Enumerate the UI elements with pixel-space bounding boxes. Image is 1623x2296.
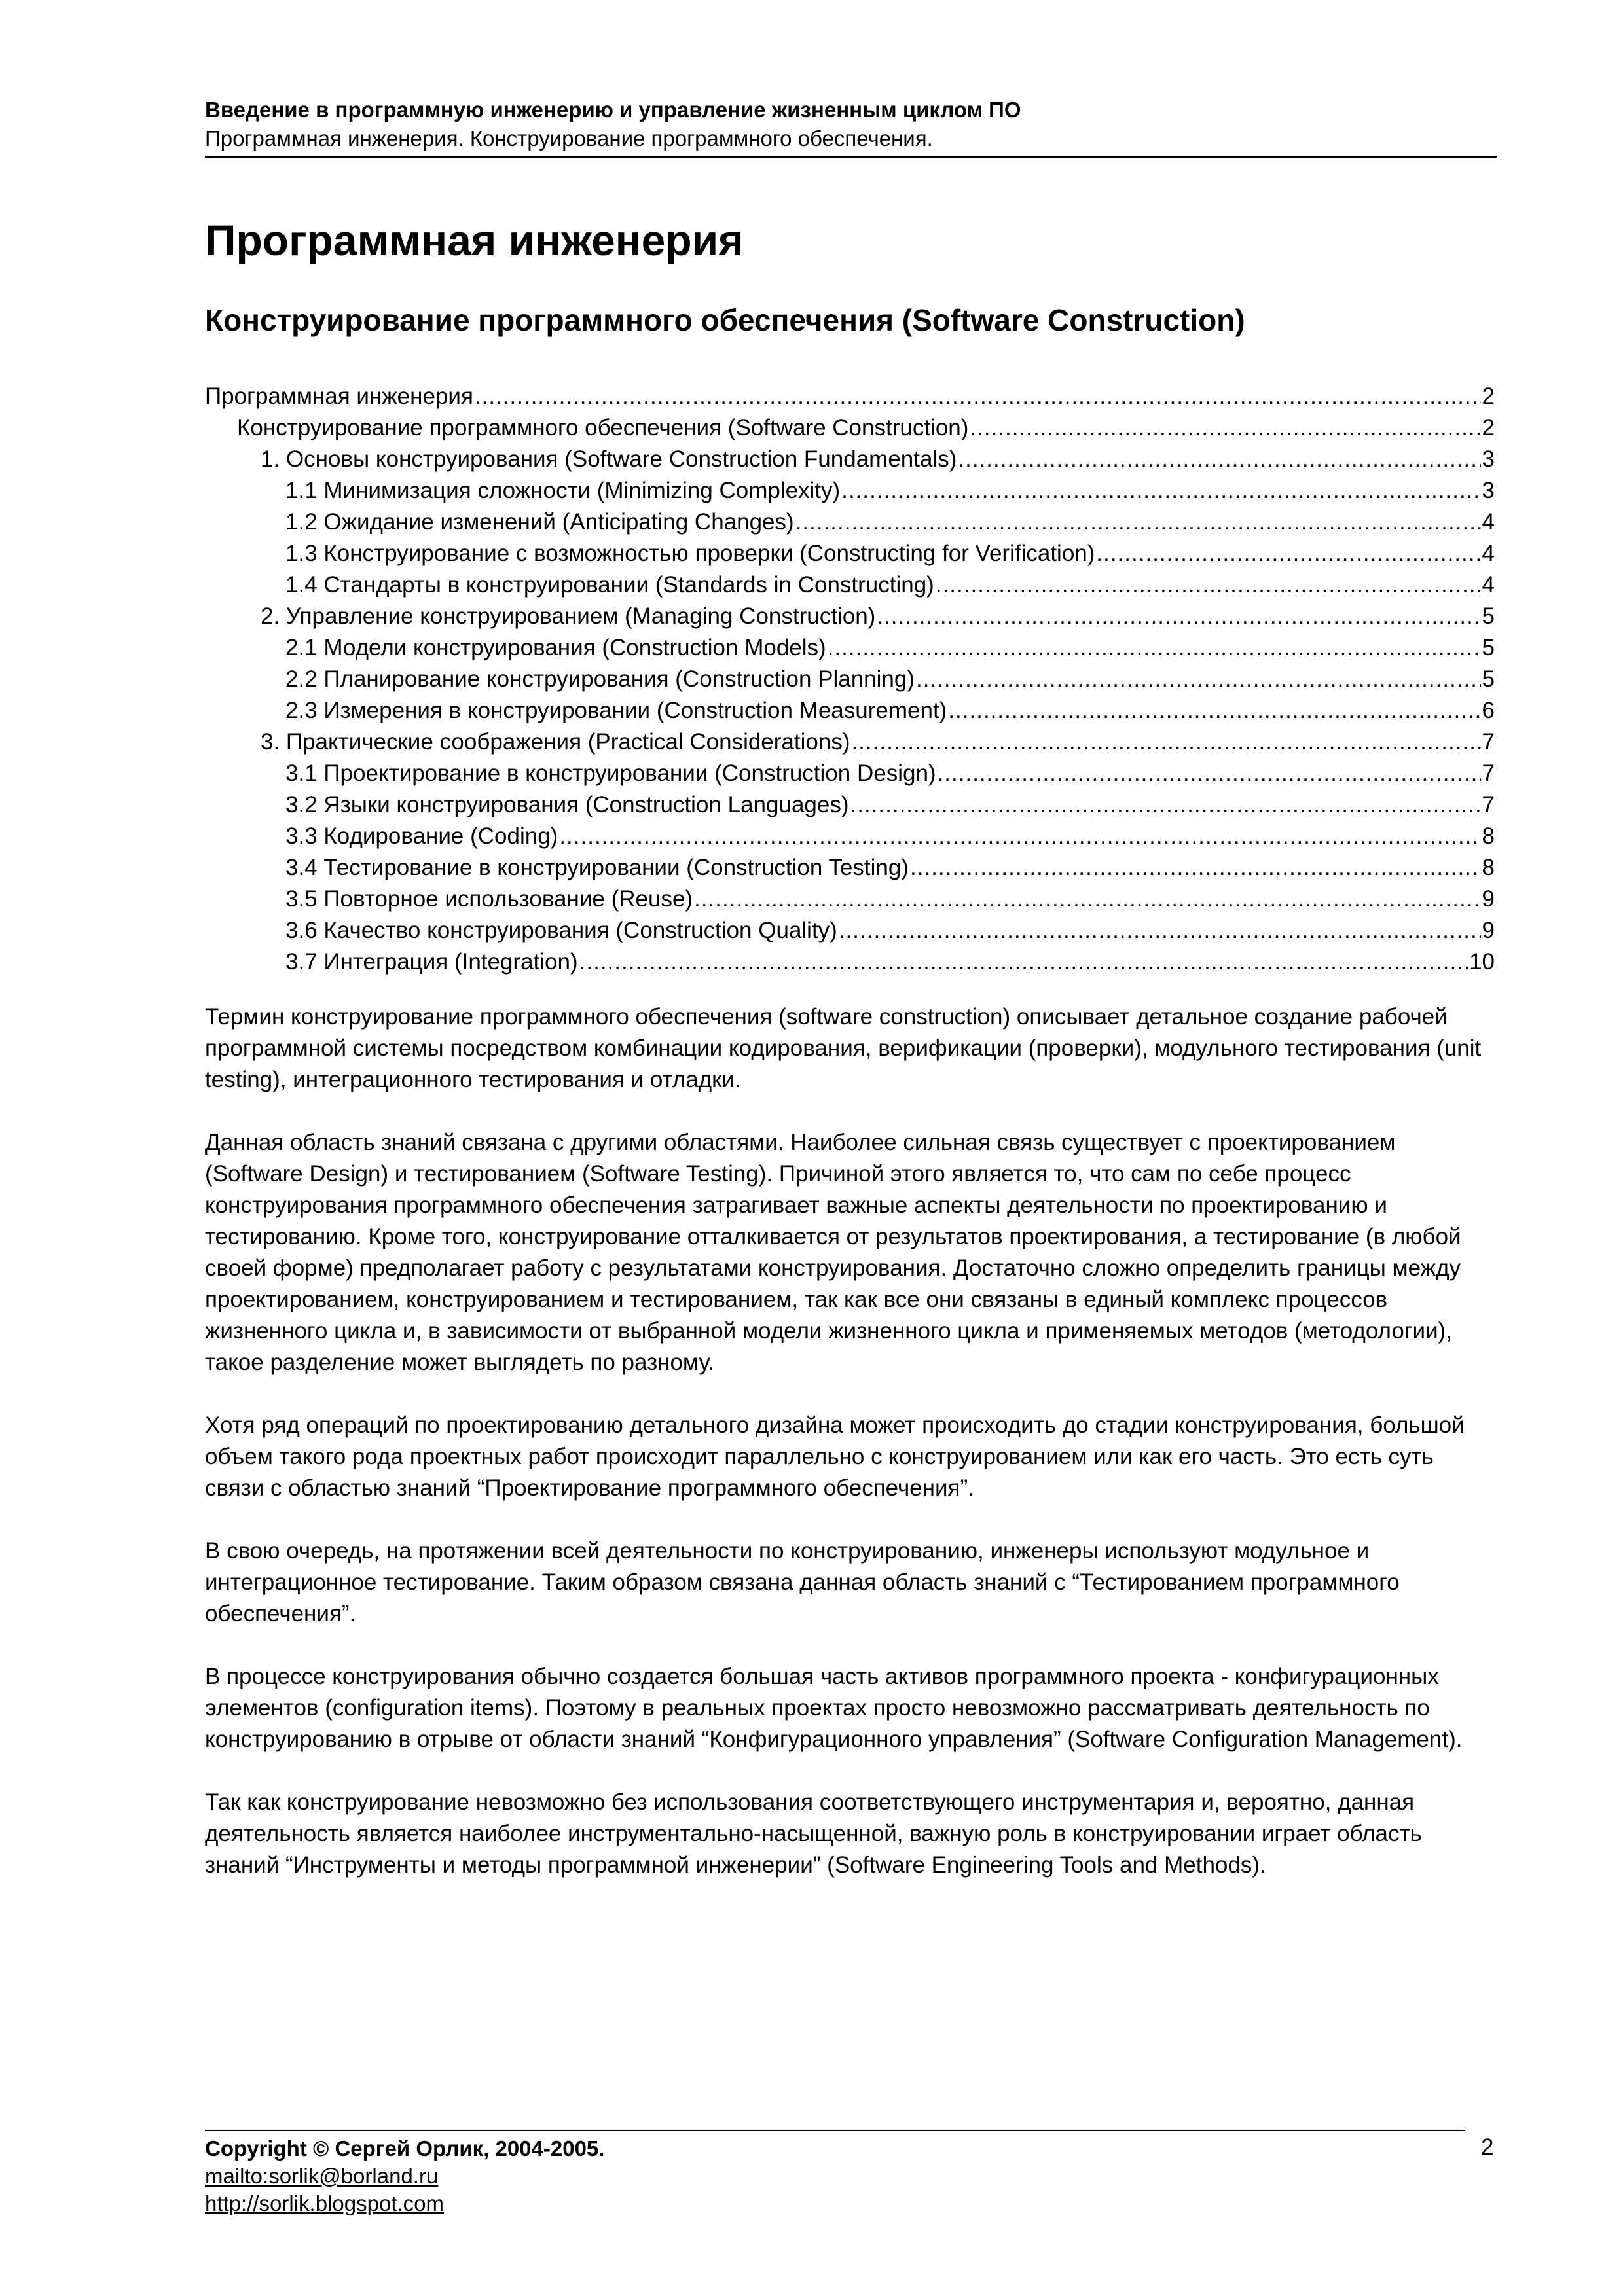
toc-entry-title: 3.2 Языки конструирования (Construction Languages) <box>285 792 849 817</box>
toc-leader-dots <box>970 412 1480 444</box>
toc-entry-title: 1.2 Ожидание изменений (Anticipating Changes) <box>285 509 794 535</box>
toc-leader-dots <box>694 884 1480 915</box>
toc-entry[interactable] <box>205 569 1495 601</box>
toc-entry-title: 2.1 Модели конструирования (Construction Models) <box>285 635 826 660</box>
toc-leader-dots <box>1096 538 1480 569</box>
toc-entry-title: 1.4 Стандарты в конструировании (Standards in Constructing) <box>285 572 934 598</box>
blog-link[interactable]: http://sorlik.blogspot.com <box>205 2191 444 2215</box>
toc-entry-title: 1.3 Конструирование с возможностью проверки (Constructing for Verification) <box>285 541 1095 566</box>
footer-divider <box>205 2130 1465 2131</box>
toc-leader-dots <box>839 915 1481 946</box>
toc-leader-dots <box>579 946 1468 978</box>
toc-leader-dots <box>475 381 1481 412</box>
toc-entry-page: 4 <box>1482 541 1495 566</box>
toc-entry-page: 9 <box>1482 918 1495 943</box>
toc-leader-dots <box>910 852 1481 884</box>
toc-entry-title: 3.1 Проектирование в конструировании (Construction Design) <box>285 761 936 786</box>
table-of-contents <box>205 381 1495 978</box>
toc-leader-dots <box>916 664 1481 695</box>
page-title: Программная инженерия <box>205 216 744 264</box>
toc-entry-title: 2. Управление конструированием (Managing Construction) <box>261 603 876 629</box>
running-header <box>205 96 1495 153</box>
copyright-notice: Copyright © Сергей Орлик, 2004-2005. <box>205 2136 605 2161</box>
page-number: 2 <box>1481 2134 1494 2160</box>
header-book-title: Введение в программную инженерию и управление жизненным циклом ПО <box>205 98 1021 122</box>
toc-entry[interactable] <box>205 601 1495 632</box>
toc-entry-title: Программная инженерия <box>205 384 473 409</box>
body-paragraph: Данная область знаний связана с другими областями. Наиболее сильная связь существует с проектированием (Software Design) и тестированием (Software Testing). Причиной этого является то, что сам по себе процесс конструирования программного обеспечения затрагивает важные аспекты деятельности по проектированию и тестированию. Кроме того, конструирование отталкивается от результатов проектирования, а тестирование (в любой своей форме) предполагает работу с результатами конструирования. Достаточно сложно определить границы между проектированием, конструированием и тестированием, так как все они связаны в единый комплекс процессов жизненного цикла и, в зависимости от выбранной модели жизненного цикла и применяемых методов (методологии), такое разделение может выглядеть по разному. <box>205 1130 1461 1375</box>
toc-entry[interactable] <box>205 946 1495 978</box>
toc-entry-page: 8 <box>1482 823 1495 849</box>
header-divider <box>205 156 1497 158</box>
toc-entry[interactable] <box>205 381 1495 412</box>
toc-leader-dots <box>851 726 1480 758</box>
toc-entry[interactable] <box>205 821 1495 852</box>
toc-entry[interactable] <box>205 726 1495 758</box>
toc-entry[interactable] <box>205 475 1495 507</box>
toc-entry[interactable] <box>205 915 1495 946</box>
toc-entry-page: 9 <box>1482 886 1495 912</box>
toc-leader-dots <box>795 507 1481 538</box>
body-paragraph: В свою очередь, на протяжении всей деятельности по конструированию, инженеры используют модульное и интеграционное тестирование. Таким образом связана данная область знаний с “Тестированием программного обеспечения”. <box>205 1538 1400 1626</box>
toc-leader-dots <box>841 475 1480 507</box>
body-paragraph: Так как конструирование невозможно без использования соответствующего инструментария и, вероятно, данная деятельность является наиболее инструментально-насыщенной, важную роль в конструировании играет область знаний “Инструменты и методы программной инженерии” (Software Engineering Tools and Methods). <box>205 1789 1422 1878</box>
footer <box>205 2135 604 2217</box>
toc-entry-page: 5 <box>1482 666 1495 692</box>
toc-entry-page: 8 <box>1482 855 1495 880</box>
toc-entry-title: 3. Практические соображения (Practical Considerations) <box>261 729 850 755</box>
toc-entry-page: 2 <box>1482 384 1495 409</box>
email-link[interactable]: mailto:sorlik@borland.ru <box>205 2164 439 2188</box>
toc-entry-title: 2.2 Планирование конструирования (Construction Planning) <box>285 666 915 692</box>
toc-entry-title: Конструирование программного обеспечения (Software Construction) <box>237 415 969 440</box>
toc-entry-title: 3.4 Тестирование в конструировании (Construction Testing) <box>285 855 909 880</box>
header-chapter-title: Программная инженерия. Конструирование программного обеспечения. <box>205 126 933 151</box>
toc-entry[interactable] <box>205 695 1495 726</box>
toc-entry[interactable] <box>205 884 1495 915</box>
toc-entry[interactable] <box>205 758 1495 789</box>
toc-entry-title: 3.3 Кодирование (Coding) <box>285 823 558 849</box>
toc-entry-page: 3 <box>1482 478 1495 503</box>
body-paragraph: В процессе конструирования обычно создается большая часть активов программного проекта - конфигурационных элементов (configuration items). Поэтому в реальных проектах просто невозможно рассматривать деятельность по конструированию в отрыве от области знаний “Конфигурационного управления” (Software Configuration Management). <box>205 1664 1463 1752</box>
toc-entry-title: 1.1 Минимизация сложности (Minimizing Complexity) <box>285 478 841 503</box>
toc-entry-page: 3 <box>1482 446 1495 472</box>
toc-entry-page: 10 <box>1469 949 1495 975</box>
body-paragraph: Хотя ряд операций по проектированию детального дизайна может происходить до стадии конструирования, большой объем такого рода проектных работ происходит параллельно с конструированием или как его часть. Это есть суть связи с областью знаний “Проектирование программного обеспечения”. <box>205 1412 1465 1501</box>
body-paragraph: Термин конструирование программного обеспечения (software construction) описывает детальное создание рабочей программной системы посредством комбинации кодирования, верификации (проверки), модульного тестирования (unit testing), интеграционного тестирования и отладки. <box>205 1004 1482 1092</box>
toc-entry-page: 4 <box>1482 509 1495 535</box>
toc-entry[interactable] <box>205 538 1495 569</box>
toc-entry[interactable] <box>205 412 1495 444</box>
toc-entry-title: 3.5 Повторное использование (Reuse) <box>285 886 693 912</box>
body-text <box>205 1001 1498 1912</box>
toc-entry-title: 3.6 Качество конструирования (Construction Quality) <box>285 918 837 943</box>
toc-entry-title: 2.3 Измерения в конструировании (Construction Measurement) <box>285 698 947 723</box>
toc-leader-dots <box>958 444 1480 475</box>
toc-leader-dots <box>877 601 1480 632</box>
toc-leader-dots <box>938 758 1481 789</box>
toc-leader-dots <box>850 789 1481 821</box>
toc-entry-page: 5 <box>1482 603 1495 629</box>
toc-entry-page: 7 <box>1482 761 1495 786</box>
section-title: Конструирование программного обеспечения (Software Construction) <box>205 303 1245 337</box>
toc-leader-dots <box>559 821 1480 852</box>
toc-entry-title: 3.7 Интеграция (Integration) <box>285 949 578 975</box>
toc-entry-page: 4 <box>1482 572 1495 598</box>
toc-entry-page: 7 <box>1482 792 1495 817</box>
toc-entry-page: 5 <box>1482 635 1495 660</box>
toc-entry-title: 1. Основы конструирования (Software Construction Fundamentals) <box>261 446 957 472</box>
toc-leader-dots <box>828 632 1481 664</box>
toc-entry[interactable] <box>205 664 1495 695</box>
toc-entry[interactable] <box>205 789 1495 821</box>
toc-entry[interactable] <box>205 507 1495 538</box>
toc-entry[interactable] <box>205 852 1495 884</box>
toc-entry-page: 2 <box>1482 415 1495 440</box>
toc-entry[interactable] <box>205 444 1495 475</box>
toc-leader-dots <box>936 569 1481 601</box>
toc-entry-page: 7 <box>1482 729 1495 755</box>
toc-entry[interactable] <box>205 632 1495 664</box>
toc-entry-page: 6 <box>1482 698 1495 723</box>
toc-leader-dots <box>948 695 1480 726</box>
